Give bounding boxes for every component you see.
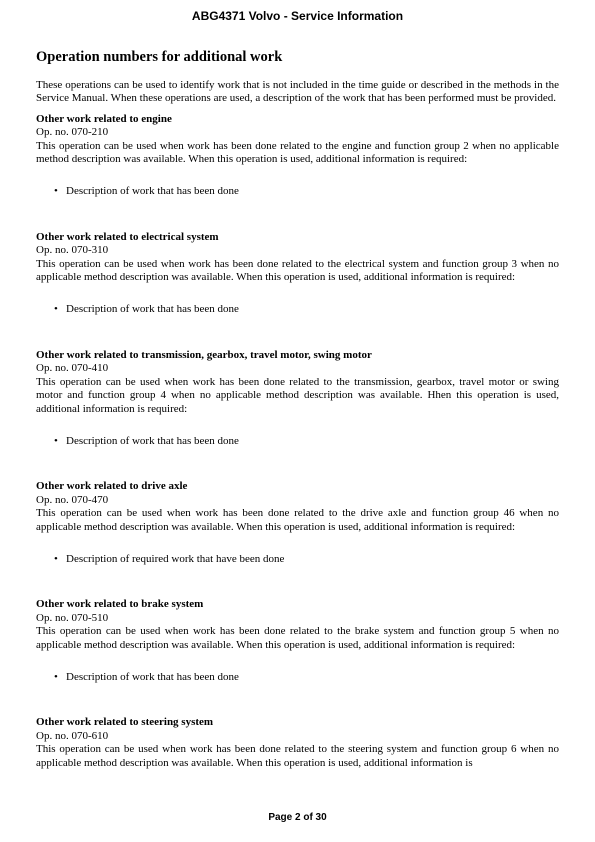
- section-title: Other work related to transmission, gearbox, travel motor, swing motor: [36, 348, 372, 361]
- list-item: [54, 553, 559, 566]
- operation-number: Op. no. 070-510: [36, 611, 109, 624]
- list-item-text: Description of work that has been done: [66, 670, 239, 683]
- bullet-list: [36, 671, 559, 684]
- section-brake-system: [36, 598, 559, 684]
- bullet-list: [36, 553, 559, 566]
- page-title: Operation numbers for additional work: [36, 49, 283, 65]
- operation-number: Op. no. 070-310: [36, 244, 109, 257]
- bullet-icon: •: [54, 552, 58, 565]
- page-footer: [0, 812, 595, 824]
- intro-paragraph: These operations can be used to identify work that is not included in the time guide or described in the methods in the Service Manual. When these operations are used, a description of the work that has been performed must be provided.: [36, 79, 559, 105]
- bullet-list: [36, 303, 559, 316]
- section-drive-axle: [36, 480, 559, 566]
- list-item: [54, 671, 559, 684]
- section-description: This operation can be used when work has been done related to the drive axle and function group 46 when no applicable method description was available. When this operation is used, additional information is required:: [36, 507, 559, 533]
- section-electrical-system: [36, 231, 559, 317]
- section-engine: [36, 113, 559, 199]
- section-title: Other work related to electrical system: [36, 230, 219, 243]
- bullet-icon: •: [54, 670, 58, 683]
- page-header: [0, 9, 595, 23]
- list-item-text: Description of work that has been done: [66, 185, 239, 198]
- list-item: [54, 303, 559, 316]
- section-description: This operation can be used when work has been done related to the electrical system and function group 3 when no applicable method description was available. When this operation is used, additional information is required:: [36, 257, 559, 284]
- list-item-text: Description of required work that have been done: [66, 552, 285, 565]
- section-title: Other work related to brake system: [36, 598, 204, 611]
- section-title: Other work related to steering system: [36, 716, 214, 729]
- bullet-list: [36, 435, 559, 448]
- document-header-title: ABG4371 Volvo - Service Information: [191, 9, 404, 23]
- operation-number: Op. no. 070-410: [36, 362, 109, 375]
- document-body: [36, 49, 559, 807]
- list-item: [54, 435, 559, 448]
- section-description: This operation can be used when work has been done related to the brake system and function group 5 when no applicable method description was available. When this operation is used, additional information is required:: [36, 625, 559, 651]
- section-transmission: [36, 349, 559, 448]
- list-item-text: Description of work that has been done: [66, 303, 239, 316]
- page-number: Page 2 of 30: [268, 812, 327, 823]
- bullet-list: [36, 185, 559, 198]
- section-description: This operation can be used when work has been done related to the transmission, gearbox, travel motor or swing motor and function group 4 when no applicable method description was available. Hhen this operation is used, additional information is required:: [36, 375, 559, 415]
- bullet-icon: •: [54, 185, 58, 198]
- list-item-text: Description of work that has been done: [66, 434, 239, 447]
- section-title: Other work related to engine: [36, 112, 172, 125]
- section-description: This operation can be used when work has been done related to the steering system and function group 6 when no applicable method description was available. When this operation is used, additional information is: [36, 743, 559, 769]
- bullet-icon: •: [54, 303, 58, 316]
- operation-number: Op. no. 070-210: [36, 126, 109, 139]
- section-description: This operation can be used when work has been done related to the engine and function group 2 when no applicable method description was available. When this operation is used, additional information is required:: [36, 139, 559, 166]
- bullet-icon: •: [54, 434, 58, 447]
- list-item: [54, 185, 559, 198]
- section-title: Other work related to drive axle: [36, 480, 188, 493]
- operation-number: Op. no. 070-610: [36, 729, 109, 742]
- operation-number: Op. no. 070-470: [36, 493, 109, 506]
- section-steering-system: [36, 716, 559, 770]
